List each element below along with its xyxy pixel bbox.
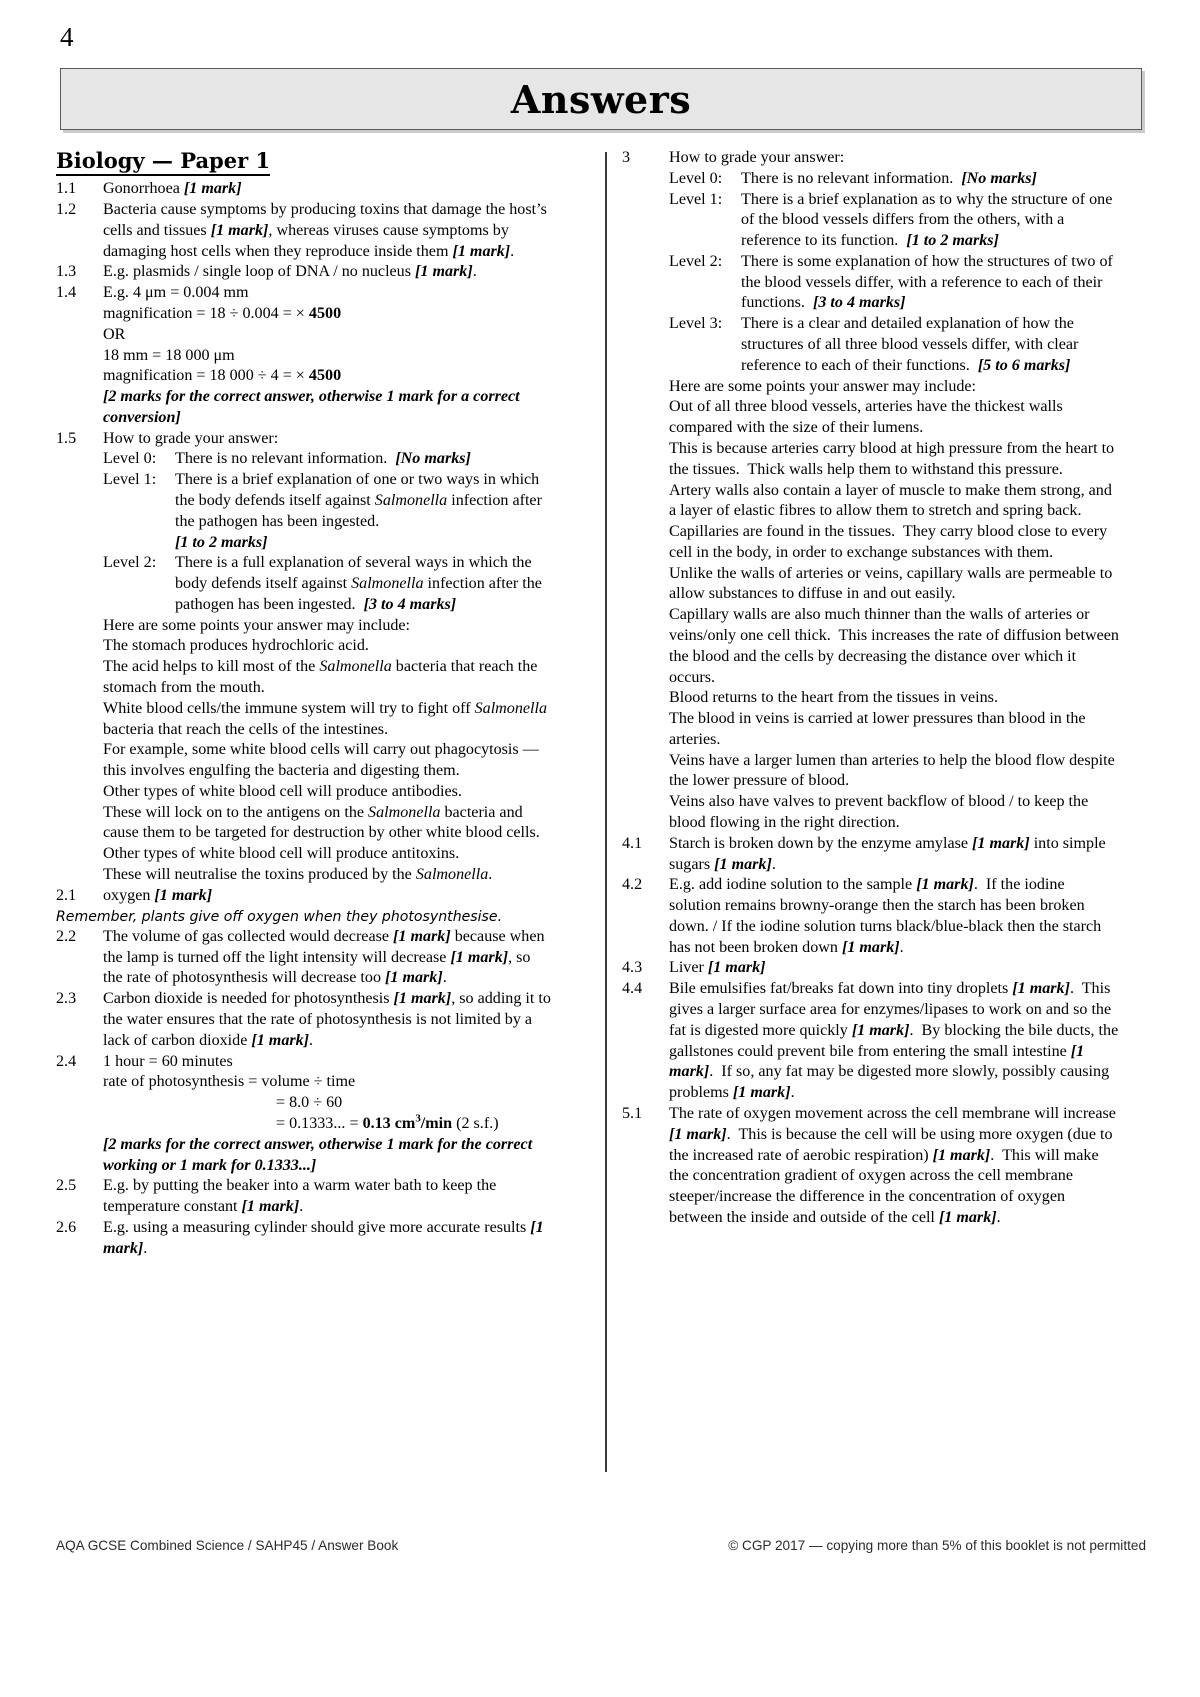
grading-level-label: Level 2: bbox=[669, 252, 723, 270]
grading-level-text: There is no relevant information. [No marks] bbox=[741, 169, 1037, 187]
answer-point-line: Artery walls also contain a layer of muscle to make them strong, and a layer of elastic fibres to allow them to stretch and spring back. bbox=[669, 481, 1112, 520]
answer-continuation: magnification = 18 000 ÷ 4 = × 4500 bbox=[103, 367, 342, 385]
answer-text: oxygen [1 mark] bbox=[103, 886, 213, 904]
grading-level-label: Level 0: bbox=[103, 450, 157, 468]
answer-number: 4.3 bbox=[622, 959, 643, 977]
answer-number: 2.3 bbox=[56, 990, 77, 1008]
answer-row-2-1 bbox=[56, 886, 553, 907]
answer-number: 1.3 bbox=[56, 263, 77, 281]
answer-point-line: The blood in veins is carried at lower pressures than blood in the arteries. bbox=[669, 710, 1086, 748]
answer-number: 3 bbox=[622, 149, 631, 166]
answers-banner bbox=[60, 68, 1142, 130]
grading-level-row bbox=[669, 169, 1119, 190]
left-items-tail bbox=[56, 927, 553, 1072]
right-levels-3 bbox=[622, 169, 1119, 377]
answer-row bbox=[622, 958, 1119, 979]
answer-continuation: 18 mm = 18 000 μm bbox=[103, 346, 235, 364]
answer-number: 4.1 bbox=[622, 834, 643, 852]
grading-level-label: Level 2: bbox=[103, 554, 157, 572]
answer-number: 2.5 bbox=[56, 1177, 77, 1195]
answer-number: 1.5 bbox=[56, 429, 77, 447]
answer-text: The volume of gas collected would decrease [1 mark] because when the lamp is turned off the light intensity will decrease [1 mark], so the rate of photosynthesis will decrease too [1 mark]. bbox=[103, 927, 545, 987]
answer-number: 5.1 bbox=[622, 1104, 643, 1122]
calculation-line: [2 marks for the correct answer, otherwise 1 mark for the correct working or 1 mark for 0.1333...] bbox=[103, 1135, 533, 1174]
answer-row bbox=[622, 1104, 1119, 1229]
answer-text: 1 hour = 60 minutes bbox=[103, 1052, 233, 1070]
answer-number: 2.6 bbox=[56, 1218, 77, 1236]
answer-point-line: For example, some white blood cells will carry out phagocytosis — this involves engulfing the bacteria and digesting them. bbox=[103, 741, 539, 780]
left-column bbox=[56, 148, 553, 1478]
answer-row bbox=[56, 1176, 553, 1218]
grading-level-text: There is a brief explanation as to why the structure of one of the blood vessels differs from the others, with a reference to its function. [1 to 2 marks] bbox=[741, 190, 1113, 250]
grading-level-row bbox=[669, 190, 1119, 252]
page-number: 4 bbox=[60, 22, 74, 52]
calculation-line: = 8.0 ÷ 60 bbox=[276, 1094, 343, 1112]
left-items-head bbox=[56, 179, 553, 449]
two-column-body bbox=[56, 148, 1146, 1478]
answer-point-line: White blood cells/the immune system will try to fight off Salmonella bacteria that reach the cells of the intestines. bbox=[103, 699, 548, 738]
left-items-end bbox=[56, 1176, 553, 1259]
answer-point-line: Unlike the walls of arteries or veins, capillary walls are permeable to allow substances to diffuse in and out easily. bbox=[669, 564, 1113, 603]
answer-row bbox=[622, 834, 1119, 876]
answer-continuation: [2 marks for the correct answer, otherwise 1 mark for a correct conversion] bbox=[103, 388, 520, 426]
column-divider bbox=[605, 152, 607, 1472]
answer-row bbox=[56, 283, 553, 304]
grading-level-label: Level 0: bbox=[669, 169, 723, 187]
answer-point-line: Other types of white blood cell will produce antitoxins. bbox=[103, 845, 460, 863]
answer-text: E.g. plasmids / single loop of DNA / no nucleus [1 mark]. bbox=[103, 263, 477, 281]
answer-row bbox=[56, 200, 553, 262]
answer-text: How to grade your answer: bbox=[669, 149, 845, 166]
grading-level-label: Level 3: bbox=[669, 315, 723, 333]
right-column bbox=[622, 148, 1119, 1478]
answer-number: 2.2 bbox=[56, 927, 77, 945]
answer-text: E.g. add iodine solution to the sample [1 mark]. If the iodine solution remains browny-orange then the starch has been broken down. / If the iodine solution turns black/blue-black then the starch has not been broken down [1 mark]. bbox=[669, 876, 1102, 956]
right-points-3 bbox=[622, 377, 1119, 834]
answer-text: How to grade your answer: bbox=[103, 429, 279, 447]
answer-row bbox=[622, 979, 1119, 1104]
answer-point-line: Capillary walls are also much thinner than the walls of arteries or veins/only one cell thick. This increases the rate of diffusion between the blood and the cells by decreasing the distance over which it occurs. bbox=[669, 606, 1119, 686]
answer-row bbox=[56, 179, 553, 200]
answer-row bbox=[56, 429, 553, 450]
answer-number: 2.4 bbox=[56, 1052, 77, 1070]
right-items bbox=[622, 834, 1119, 1229]
footer-right-text: © CGP 2017 — copying more than 5% of this booklet is not permitted bbox=[728, 1538, 1146, 1553]
answer-point-line: The acid helps to kill most of the Salmonella bacteria that reach the stomach from the mouth. bbox=[103, 658, 538, 696]
grading-level-text: There is some explanation of how the structures of two of the blood vessels differ, with a reference to each of their functions. [3 to 4 marks] bbox=[741, 252, 1113, 312]
banner-title: Answers bbox=[510, 76, 692, 122]
grading-level-row bbox=[103, 553, 553, 615]
answer-row bbox=[622, 875, 1119, 958]
answer-number: 1.2 bbox=[56, 201, 77, 219]
grading-level-text: There is no relevant information. [No marks] bbox=[175, 450, 471, 468]
answer-point-line: Here are some points your answer may include: bbox=[669, 377, 977, 395]
answer-row bbox=[56, 1218, 553, 1260]
answer-text: Liver [1 mark] bbox=[669, 959, 766, 977]
grading-level-row bbox=[103, 449, 553, 470]
answer-point-line: Out of all three blood vessels, arteries have the thickest walls compared with the size of their lumens. bbox=[669, 398, 1063, 437]
answer-continuation: magnification = 18 ÷ 0.004 = × 4500 bbox=[103, 304, 342, 322]
answer-row-3 bbox=[622, 148, 1119, 169]
answer-point-line: These will neutralise the toxins produced by the Salmonella. bbox=[103, 866, 493, 884]
answer-continuation: OR bbox=[103, 325, 126, 343]
answer-text: E.g. 4 μm = 0.004 mm bbox=[103, 284, 249, 302]
answer-number: 1.1 bbox=[56, 180, 77, 198]
revision-tip: Remember, plants give off oxygen when they photosynthesise. bbox=[56, 908, 503, 925]
answer-text: Bacteria cause symptoms by producing toxins that damage the host’s cells and tissues [1 mark], whereas viruses cause symptoms by damaging host cells when they reproduce inside them [1 mark]. bbox=[103, 201, 547, 260]
grading-level-label: Level 1: bbox=[103, 471, 157, 489]
answer-point-line: Veins have a larger lumen than arteries to help the blood flow despite the lower pressure of blood. bbox=[669, 751, 1115, 790]
answer-number: 2.1 bbox=[56, 886, 77, 904]
answer-number: 1.4 bbox=[56, 284, 77, 302]
answer-row bbox=[56, 989, 553, 1051]
answer-point-line: Blood returns to the heart from the tissues in veins. bbox=[669, 689, 998, 707]
left-calc-2-4 bbox=[56, 1072, 553, 1176]
answer-text: Starch is broken down by the enzyme amylase [1 mark] into simple sugars [1 mark]. bbox=[669, 834, 1106, 873]
footer-left-text: AQA GCSE Combined Science / SAHP45 / Answer Book bbox=[56, 1538, 399, 1553]
answer-point-line: Capillaries are found in the tissues. They carry blood close to every cell in the body, in order to exchange substances with them. bbox=[669, 523, 1108, 561]
answer-point-line: Other types of white blood cell will produce antibodies. bbox=[103, 782, 462, 800]
answer-text: E.g. by putting the beaker into a warm water bath to keep the temperature constant [1 mark]. bbox=[103, 1177, 497, 1216]
grading-level-text: There is a full explanation of several ways in which the body defends itself against Salmonella infection after the pathogen has been ingested. [3 to 4 marks] bbox=[175, 554, 542, 613]
grading-level-row bbox=[669, 314, 1119, 376]
grading-level-text: There is a brief explanation of one or two ways in which the body defends itself against Salmonella infection after the pathogen has been ingested. [1 to 2 marks] bbox=[175, 471, 542, 551]
grading-level-text: There is a clear and detailed explanation of how the structures of all three blood vessels differ, with clear reference to each of their functions. [5 to 6 marks] bbox=[741, 315, 1079, 374]
grading-level-label: Level 1: bbox=[669, 190, 723, 208]
answer-row bbox=[56, 927, 553, 989]
page-footer bbox=[56, 1538, 1146, 1553]
left-points-1-5 bbox=[56, 616, 553, 886]
answer-point-line: These will lock on to the antigens on the Salmonella bacteria and cause them to be targeted for destruction by other white blood cells. bbox=[103, 803, 540, 842]
answer-point-line: This is because arteries carry blood at high pressure from the heart to the tissues. Thick walls help them to withstand this pressure. bbox=[669, 439, 1115, 478]
left-levels-1-5 bbox=[56, 449, 553, 615]
calculation-line: rate of photosynthesis = volume ÷ time bbox=[103, 1073, 356, 1091]
answer-text: Gonorrhoea [1 mark] bbox=[103, 180, 242, 198]
answer-text: Bile emulsifies fat/breaks fat down into tiny droplets [1 mark]. This gives a larger surface area for enzymes/lipases to work on and so the fat is digested more quickly [1 mark]. By blocking the bile ducts, the gallstones could prevent bile from entering the small intestine [1 mark]. If so, any fat may be digested more slowly, possibly causing problems [1 mark]. bbox=[669, 980, 1119, 1102]
answer-text: The rate of oxygen movement across the cell membrane will increase [1 mark]. This is because the cell will be using more oxygen (due to the increased rate of aerobic respiration) [1 mark]. This will make the concentration gradient of oxygen across the cell membrane steeper/increase the difference in the concentration of oxygen between the inside and outside of the cell [1 mark]. bbox=[669, 1104, 1116, 1226]
calculation-line: = 0.1333... = 0.13 $cm^3/\min$ (2 s.f.) bbox=[276, 1112, 499, 1132]
answer-text: E.g. using a measuring cylinder should give more accurate results [1 mark]. bbox=[103, 1218, 544, 1257]
answer-row bbox=[56, 262, 553, 283]
answer-number: 4.2 bbox=[622, 876, 643, 894]
answer-number: 4.4 bbox=[622, 980, 643, 998]
answer-point-line: Here are some points your answer may include: bbox=[103, 616, 411, 634]
answer-point-line: The stomach produces hydrochloric acid. bbox=[103, 637, 369, 655]
grading-level-row bbox=[669, 252, 1119, 314]
section-heading-biology-paper-1: Biology — Paper 1 bbox=[56, 148, 270, 176]
answer-point-line: Veins also have valves to prevent backflow of blood / to keep the blood flowing in the right direction. bbox=[669, 793, 1089, 831]
grading-level-row bbox=[103, 470, 553, 553]
answer-text: Carbon dioxide is needed for photosynthesis [1 mark], so adding it to the water ensures that the rate of photosynthesis is not limited by a lack of carbon dioxide [1 mark]. bbox=[103, 990, 551, 1049]
answer-row bbox=[56, 1052, 553, 1073]
